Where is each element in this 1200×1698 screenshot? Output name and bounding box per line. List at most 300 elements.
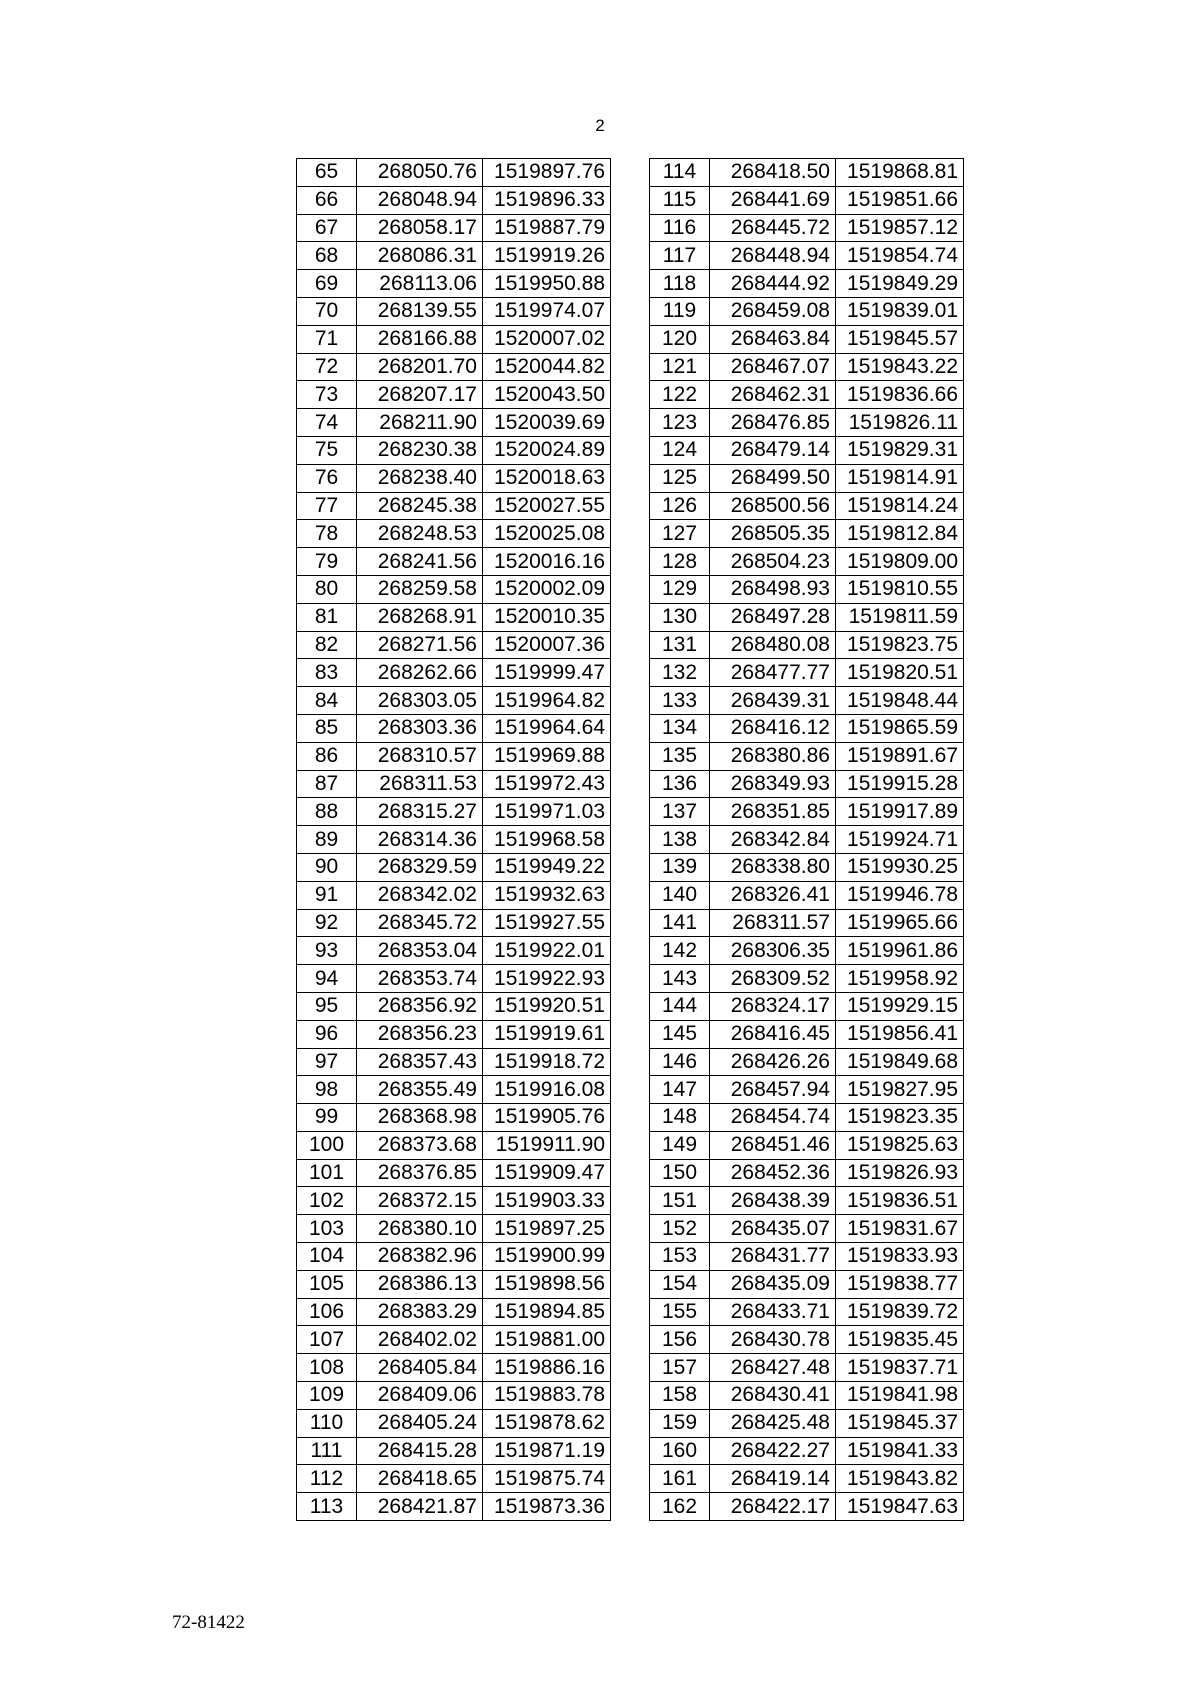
table-row: [297, 881, 611, 909]
point-number-cell: 107: [297, 1326, 357, 1354]
point-number-cell: 88: [297, 798, 357, 826]
y-coordinate-cell: 1519849.68: [836, 1048, 964, 1076]
x-coordinate-cell: 268086.31: [357, 242, 483, 270]
x-coordinate-cell: 268435.09: [710, 1270, 836, 1298]
y-coordinate-cell: 1519924.71: [836, 826, 964, 854]
x-coordinate-cell: 268439.31: [710, 687, 836, 715]
y-coordinate-cell: 1519965.66: [836, 909, 964, 937]
x-coordinate-cell: 268409.06: [357, 1382, 483, 1410]
point-number-cell: 118: [650, 270, 710, 298]
table-row: [650, 909, 964, 937]
y-coordinate-cell: 1519896.33: [483, 186, 611, 214]
table-row: [650, 436, 964, 464]
table-row: [650, 937, 964, 965]
point-number-cell: 115: [650, 186, 710, 214]
point-number-cell: 162: [650, 1493, 710, 1521]
y-coordinate-cell: 1519897.25: [483, 1215, 611, 1243]
x-coordinate-cell: 268357.43: [357, 1048, 483, 1076]
y-coordinate-cell: 1520018.63: [483, 464, 611, 492]
x-coordinate-cell: 268342.02: [357, 881, 483, 909]
x-coordinate-cell: 268418.50: [710, 159, 836, 187]
x-coordinate-cell: 268351.85: [710, 798, 836, 826]
x-coordinate-cell: 268416.45: [710, 1020, 836, 1048]
point-number-cell: 140: [650, 881, 710, 909]
point-number-cell: 83: [297, 659, 357, 687]
x-coordinate-cell: 268422.27: [710, 1437, 836, 1465]
y-coordinate-cell: 1519849.29: [836, 270, 964, 298]
table-row: [297, 853, 611, 881]
y-coordinate-cell: 1519887.79: [483, 214, 611, 242]
table-row: [650, 1493, 964, 1521]
table-row: [297, 1270, 611, 1298]
x-coordinate-cell: 268441.69: [710, 186, 836, 214]
y-coordinate-cell: 1519826.11: [836, 409, 964, 437]
table-row: [650, 186, 964, 214]
x-coordinate-cell: 268238.40: [357, 464, 483, 492]
y-coordinate-cell: 1519972.43: [483, 770, 611, 798]
point-number-cell: 133: [650, 687, 710, 715]
y-coordinate-cell: 1519905.76: [483, 1104, 611, 1132]
point-number-cell: 122: [650, 381, 710, 409]
table-row: [297, 1298, 611, 1326]
y-coordinate-cell: 1519898.56: [483, 1270, 611, 1298]
x-coordinate-cell: 268415.28: [357, 1437, 483, 1465]
y-coordinate-cell: 1519875.74: [483, 1465, 611, 1493]
y-coordinate-cell: 1519881.00: [483, 1326, 611, 1354]
table-row: [650, 881, 964, 909]
table-row: [297, 1437, 611, 1465]
table-row: [297, 714, 611, 742]
point-number-cell: 125: [650, 464, 710, 492]
point-number-cell: 105: [297, 1270, 357, 1298]
y-coordinate-cell: 1519929.15: [836, 992, 964, 1020]
x-coordinate-cell: 268425.48: [710, 1409, 836, 1437]
point-number-cell: 120: [650, 325, 710, 353]
table-row: [650, 742, 964, 770]
y-coordinate-cell: 1519927.55: [483, 909, 611, 937]
point-number-cell: 66: [297, 186, 357, 214]
y-coordinate-cell: 1520002.09: [483, 575, 611, 603]
y-coordinate-cell: 1519848.44: [836, 687, 964, 715]
table-row: [297, 798, 611, 826]
point-number-cell: 142: [650, 937, 710, 965]
point-number-cell: 106: [297, 1298, 357, 1326]
y-coordinate-cell: 1519949.22: [483, 853, 611, 881]
point-number-cell: 102: [297, 1187, 357, 1215]
x-coordinate-cell: 268329.59: [357, 853, 483, 881]
point-number-cell: 98: [297, 1076, 357, 1104]
x-coordinate-cell: 268402.02: [357, 1326, 483, 1354]
x-coordinate-cell: 268426.26: [710, 1048, 836, 1076]
x-coordinate-cell: 268376.85: [357, 1159, 483, 1187]
y-coordinate-cell: 1519841.33: [836, 1437, 964, 1465]
x-coordinate-cell: 268230.38: [357, 436, 483, 464]
point-number-cell: 68: [297, 242, 357, 270]
x-coordinate-cell: 268457.94: [710, 1076, 836, 1104]
point-number-cell: 139: [650, 853, 710, 881]
point-number-cell: 67: [297, 214, 357, 242]
point-number-cell: 73: [297, 381, 357, 409]
y-coordinate-cell: 1519823.35: [836, 1104, 964, 1132]
y-coordinate-cell: 1519811.59: [836, 603, 964, 631]
point-number-cell: 80: [297, 575, 357, 603]
y-coordinate-cell: 1519964.82: [483, 687, 611, 715]
point-number-cell: 136: [650, 770, 710, 798]
y-coordinate-cell: 1520025.08: [483, 520, 611, 548]
point-number-cell: 130: [650, 603, 710, 631]
table-row: [297, 937, 611, 965]
table-row: [650, 492, 964, 520]
y-coordinate-cell: 1519969.88: [483, 742, 611, 770]
point-number-cell: 109: [297, 1382, 357, 1410]
y-coordinate-cell: 1519835.45: [836, 1326, 964, 1354]
y-coordinate-cell: 1519812.84: [836, 520, 964, 548]
y-coordinate-cell: 1519916.08: [483, 1076, 611, 1104]
x-coordinate-cell: 268306.35: [710, 937, 836, 965]
table-row: [297, 214, 611, 242]
table-row: [650, 1048, 964, 1076]
y-coordinate-cell: 1519871.19: [483, 1437, 611, 1465]
y-coordinate-cell: 1519891.67: [836, 742, 964, 770]
point-number-cell: 111: [297, 1437, 357, 1465]
y-coordinate-cell: 1519909.47: [483, 1159, 611, 1187]
table-row: [297, 1215, 611, 1243]
y-coordinate-cell: 1519873.36: [483, 1493, 611, 1521]
point-number-cell: 78: [297, 520, 357, 548]
x-coordinate-cell: 268310.57: [357, 742, 483, 770]
x-coordinate-cell: 268422.17: [710, 1493, 836, 1521]
point-number-cell: 94: [297, 965, 357, 993]
y-coordinate-cell: 1519968.58: [483, 826, 611, 854]
x-coordinate-cell: 268427.48: [710, 1354, 836, 1382]
point-number-cell: 150: [650, 1159, 710, 1187]
x-coordinate-cell: 268355.49: [357, 1076, 483, 1104]
table-row: [297, 1104, 611, 1132]
x-coordinate-cell: 268386.13: [357, 1270, 483, 1298]
x-coordinate-cell: 268380.10: [357, 1215, 483, 1243]
y-coordinate-cell: 1520016.16: [483, 548, 611, 576]
table-row: [297, 464, 611, 492]
point-number-cell: 126: [650, 492, 710, 520]
table-row: [650, 1437, 964, 1465]
y-coordinate-cell: 1519919.26: [483, 242, 611, 270]
x-coordinate-cell: 268356.23: [357, 1020, 483, 1048]
table-row: [650, 798, 964, 826]
table-row: [297, 742, 611, 770]
table-row: [650, 770, 964, 798]
x-coordinate-cell: 268479.14: [710, 436, 836, 464]
table-row: [297, 270, 611, 298]
x-coordinate-cell: 268345.72: [357, 909, 483, 937]
table-row: [297, 436, 611, 464]
y-coordinate-cell: 1519930.25: [836, 853, 964, 881]
point-number-cell: 158: [650, 1382, 710, 1410]
y-coordinate-cell: 1519814.24: [836, 492, 964, 520]
y-coordinate-cell: 1519878.62: [483, 1409, 611, 1437]
x-coordinate-cell: 268372.15: [357, 1187, 483, 1215]
table-row: [297, 1382, 611, 1410]
table-row: [297, 381, 611, 409]
y-coordinate-cell: 1519843.82: [836, 1465, 964, 1493]
x-coordinate-cell: 268262.66: [357, 659, 483, 687]
x-coordinate-cell: 268245.38: [357, 492, 483, 520]
table-row: [297, 1409, 611, 1437]
table-row: [297, 1493, 611, 1521]
table-row: [297, 631, 611, 659]
table-row: [650, 714, 964, 742]
point-number-cell: 91: [297, 881, 357, 909]
y-coordinate-cell: 1519918.72: [483, 1048, 611, 1076]
y-coordinate-cell: 1519920.51: [483, 992, 611, 1020]
page-number: 2: [595, 116, 605, 135]
table-row: [650, 1270, 964, 1298]
table-row: [297, 1243, 611, 1271]
x-coordinate-cell: 268419.14: [710, 1465, 836, 1493]
table-row: [297, 492, 611, 520]
table-row: [650, 1020, 964, 1048]
x-coordinate-cell: 268058.17: [357, 214, 483, 242]
point-number-cell: 119: [650, 297, 710, 325]
point-number-cell: 76: [297, 464, 357, 492]
table-row: [650, 242, 964, 270]
x-coordinate-cell: 268405.24: [357, 1409, 483, 1437]
point-number-cell: 128: [650, 548, 710, 576]
point-number-cell: 144: [650, 992, 710, 1020]
y-coordinate-cell: 1519839.72: [836, 1298, 964, 1326]
table-row: [650, 297, 964, 325]
point-number-cell: 81: [297, 603, 357, 631]
table-row: [650, 659, 964, 687]
point-number-cell: 151: [650, 1187, 710, 1215]
x-coordinate-cell: 268324.17: [710, 992, 836, 1020]
y-coordinate-cell: 1520007.02: [483, 325, 611, 353]
coordinates-table-right: [649, 158, 964, 1521]
table-row: [297, 603, 611, 631]
table-row: [650, 1104, 964, 1132]
x-coordinate-cell: 268315.27: [357, 798, 483, 826]
point-number-cell: 153: [650, 1243, 710, 1271]
table-row: [297, 325, 611, 353]
coordinates-table-left: [296, 158, 611, 1521]
table-row: [297, 242, 611, 270]
x-coordinate-cell: 268433.71: [710, 1298, 836, 1326]
point-number-cell: 104: [297, 1243, 357, 1271]
x-coordinate-cell: 268505.35: [710, 520, 836, 548]
x-coordinate-cell: 268259.58: [357, 575, 483, 603]
point-number-cell: 96: [297, 1020, 357, 1048]
y-coordinate-cell: 1519964.64: [483, 714, 611, 742]
y-coordinate-cell: 1519897.76: [483, 159, 611, 187]
x-coordinate-cell: 268459.08: [710, 297, 836, 325]
x-coordinate-cell: 268311.57: [710, 909, 836, 937]
point-number-cell: 110: [297, 1409, 357, 1437]
x-coordinate-cell: 268356.92: [357, 992, 483, 1020]
x-coordinate-cell: 268380.86: [710, 742, 836, 770]
x-coordinate-cell: 268139.55: [357, 297, 483, 325]
point-number-cell: 156: [650, 1326, 710, 1354]
x-coordinate-cell: 268248.53: [357, 520, 483, 548]
y-coordinate-cell: 1519922.93: [483, 965, 611, 993]
point-number-cell: 146: [650, 1048, 710, 1076]
y-coordinate-cell: 1519946.78: [836, 881, 964, 909]
y-coordinate-cell: 1520007.36: [483, 631, 611, 659]
table-row: [297, 770, 611, 798]
point-number-cell: 82: [297, 631, 357, 659]
point-number-cell: 121: [650, 353, 710, 381]
point-number-cell: 127: [650, 520, 710, 548]
table-row: [297, 1076, 611, 1104]
point-number-cell: 148: [650, 1104, 710, 1132]
y-coordinate-cell: 1519810.55: [836, 575, 964, 603]
y-coordinate-cell: 1519836.51: [836, 1187, 964, 1215]
x-coordinate-cell: 268477.77: [710, 659, 836, 687]
x-coordinate-cell: 268500.56: [710, 492, 836, 520]
y-coordinate-cell: 1519809.00: [836, 548, 964, 576]
table-row: [297, 548, 611, 576]
point-number-cell: 70: [297, 297, 357, 325]
y-coordinate-cell: 1519971.03: [483, 798, 611, 826]
point-number-cell: 113: [297, 1493, 357, 1521]
x-coordinate-cell: 268201.70: [357, 353, 483, 381]
table-row: [297, 520, 611, 548]
table-row: [297, 1187, 611, 1215]
table-row: [650, 1298, 964, 1326]
table-row: [297, 353, 611, 381]
table-row: [650, 1076, 964, 1104]
table-row: [297, 992, 611, 1020]
point-number-cell: 135: [650, 742, 710, 770]
y-coordinate-cell: 1519865.59: [836, 714, 964, 742]
x-coordinate-cell: 268431.77: [710, 1243, 836, 1271]
table-row: [297, 297, 611, 325]
x-coordinate-cell: 268438.39: [710, 1187, 836, 1215]
x-coordinate-cell: 268462.31: [710, 381, 836, 409]
x-coordinate-cell: 268476.85: [710, 409, 836, 437]
y-coordinate-cell: 1519974.07: [483, 297, 611, 325]
table-row: [650, 325, 964, 353]
y-coordinate-cell: 1519851.66: [836, 186, 964, 214]
point-number-cell: 65: [297, 159, 357, 187]
point-number-cell: 152: [650, 1215, 710, 1243]
table-row: [297, 1465, 611, 1493]
x-coordinate-cell: 268326.41: [710, 881, 836, 909]
x-coordinate-cell: 268448.94: [710, 242, 836, 270]
y-coordinate-cell: 1519837.71: [836, 1354, 964, 1382]
table-row: [650, 1159, 964, 1187]
y-coordinate-cell: 1519917.89: [836, 798, 964, 826]
x-coordinate-cell: 268353.04: [357, 937, 483, 965]
y-coordinate-cell: 1519833.93: [836, 1243, 964, 1271]
point-number-cell: 117: [650, 242, 710, 270]
x-coordinate-cell: 268268.91: [357, 603, 483, 631]
table-row: [650, 1243, 964, 1271]
x-coordinate-cell: 268421.87: [357, 1493, 483, 1521]
table-row: [650, 159, 964, 187]
x-coordinate-cell: 268349.93: [710, 770, 836, 798]
document-code: 72-81422: [172, 1612, 245, 1633]
table-row: [650, 548, 964, 576]
x-coordinate-cell: 268498.93: [710, 575, 836, 603]
x-coordinate-cell: 268467.07: [710, 353, 836, 381]
x-coordinate-cell: 268113.06: [357, 270, 483, 298]
table-row: [297, 909, 611, 937]
x-coordinate-cell: 268353.74: [357, 965, 483, 993]
table-row: [650, 992, 964, 1020]
y-coordinate-cell: 1519845.57: [836, 325, 964, 353]
table-row: [650, 853, 964, 881]
y-coordinate-cell: 1519831.67: [836, 1215, 964, 1243]
x-coordinate-cell: 268430.41: [710, 1382, 836, 1410]
x-coordinate-cell: 268166.88: [357, 325, 483, 353]
x-coordinate-cell: 268499.50: [710, 464, 836, 492]
y-coordinate-cell: 1519841.98: [836, 1382, 964, 1410]
point-number-cell: 132: [650, 659, 710, 687]
y-coordinate-cell: 1519932.63: [483, 881, 611, 909]
table-row: [297, 575, 611, 603]
point-number-cell: 89: [297, 826, 357, 854]
table-row: [650, 603, 964, 631]
point-number-cell: 114: [650, 159, 710, 187]
table-row: [297, 659, 611, 687]
y-coordinate-cell: 1520039.69: [483, 409, 611, 437]
point-number-cell: 134: [650, 714, 710, 742]
x-coordinate-cell: 268382.96: [357, 1243, 483, 1271]
y-coordinate-cell: 1519836.66: [836, 381, 964, 409]
table-row: [650, 409, 964, 437]
y-coordinate-cell: 1519915.28: [836, 770, 964, 798]
point-number-cell: 112: [297, 1465, 357, 1493]
x-coordinate-cell: 268405.84: [357, 1354, 483, 1382]
y-coordinate-cell: 1520024.89: [483, 436, 611, 464]
y-coordinate-cell: 1519826.93: [836, 1159, 964, 1187]
table-row: [297, 826, 611, 854]
y-coordinate-cell: 1519825.63: [836, 1131, 964, 1159]
table-row: [650, 381, 964, 409]
table-row: [297, 1159, 611, 1187]
table-row: [297, 1020, 611, 1048]
x-coordinate-cell: 268342.84: [710, 826, 836, 854]
table-row: [650, 965, 964, 993]
point-number-cell: 103: [297, 1215, 357, 1243]
point-number-cell: 75: [297, 436, 357, 464]
point-number-cell: 84: [297, 687, 357, 715]
x-coordinate-cell: 268430.78: [710, 1326, 836, 1354]
point-number-cell: 72: [297, 353, 357, 381]
point-number-cell: 154: [650, 1270, 710, 1298]
table-row: [650, 1187, 964, 1215]
point-number-cell: 138: [650, 826, 710, 854]
table-row: [650, 1215, 964, 1243]
y-coordinate-cell: 1519829.31: [836, 436, 964, 464]
point-number-cell: 95: [297, 992, 357, 1020]
x-coordinate-cell: 268241.56: [357, 548, 483, 576]
point-number-cell: 124: [650, 436, 710, 464]
x-coordinate-cell: 268048.94: [357, 186, 483, 214]
point-number-cell: 71: [297, 325, 357, 353]
x-coordinate-cell: 268338.80: [710, 853, 836, 881]
x-coordinate-cell: 268303.05: [357, 687, 483, 715]
table-row: [650, 1326, 964, 1354]
point-number-cell: 93: [297, 937, 357, 965]
y-coordinate-cell: 1519838.77: [836, 1270, 964, 1298]
point-number-cell: 143: [650, 965, 710, 993]
point-number-cell: 86: [297, 742, 357, 770]
x-coordinate-cell: 268309.52: [710, 965, 836, 993]
table-row: [650, 631, 964, 659]
point-number-cell: 92: [297, 909, 357, 937]
x-coordinate-cell: 268207.17: [357, 381, 483, 409]
point-number-cell: 160: [650, 1437, 710, 1465]
